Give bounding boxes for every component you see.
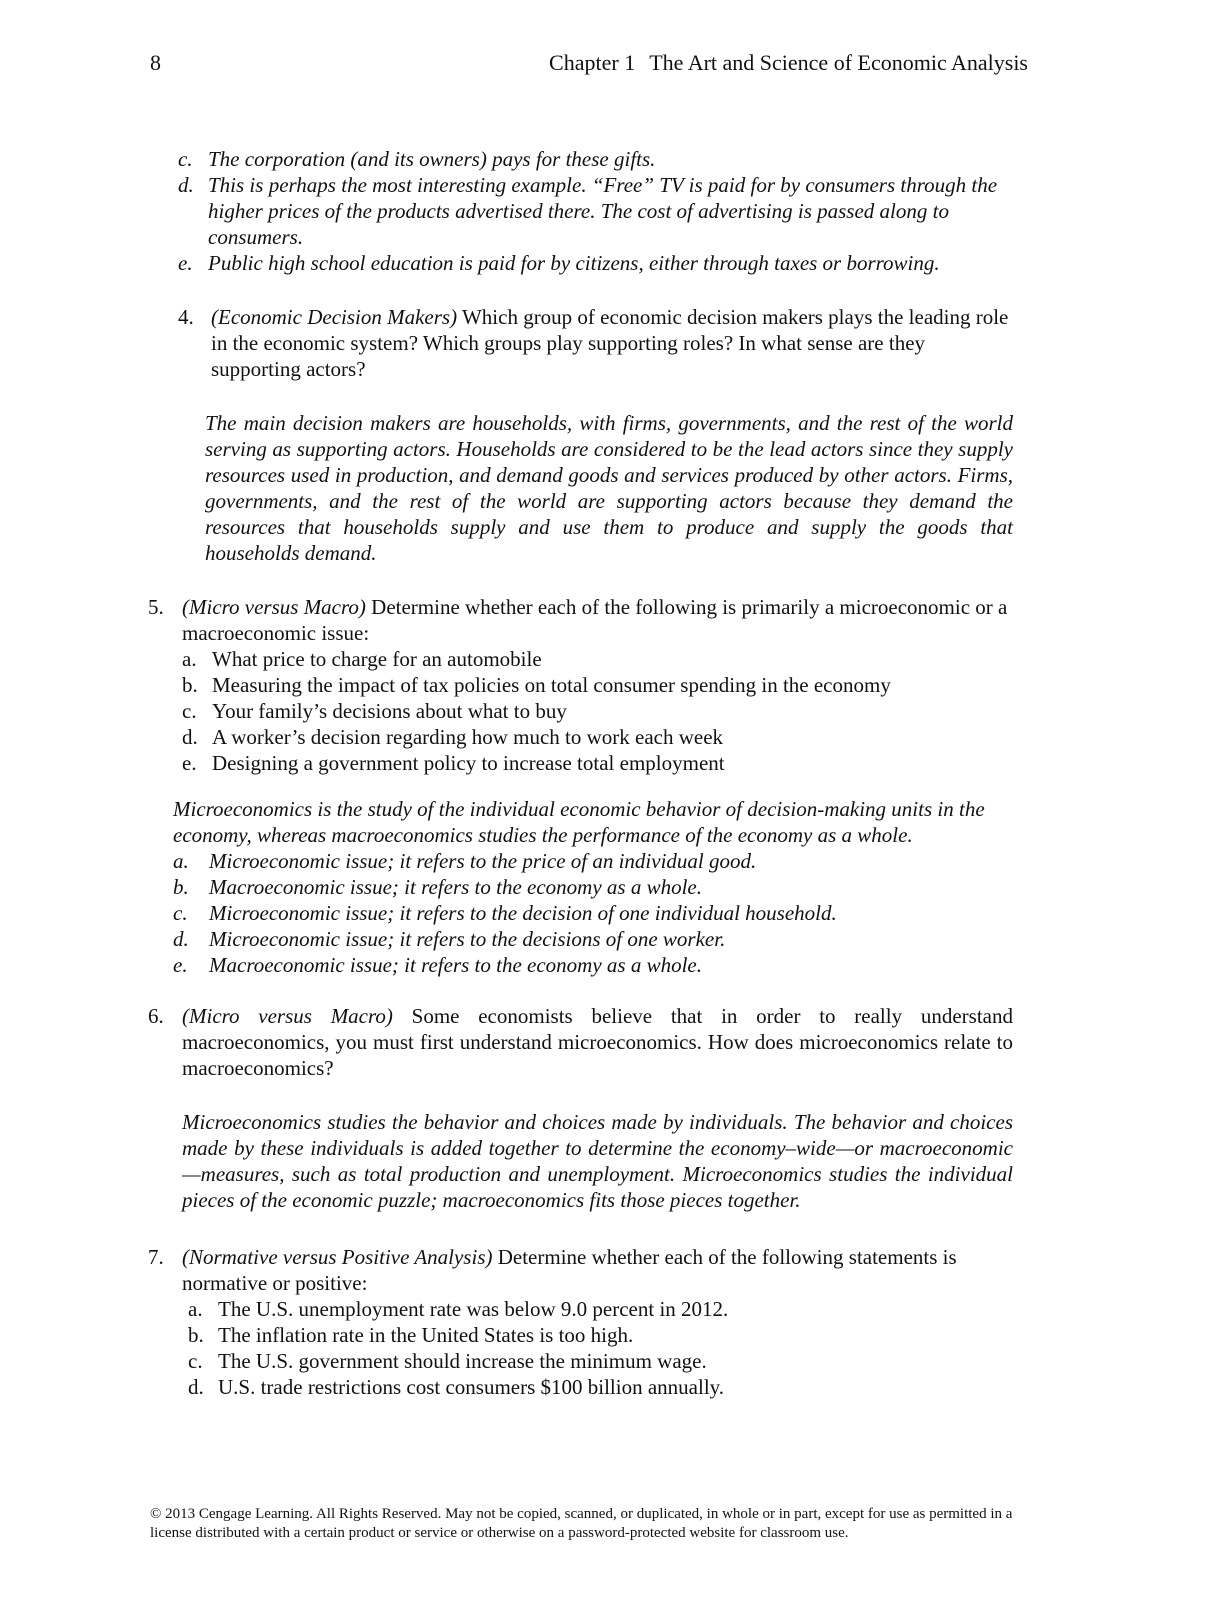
question-text [182,594,1018,646]
chapter-title: The Art and Science of Economic Analysis [649,50,1028,75]
answer-label: d. [173,927,189,951]
answer-5-intro: Microeconomics is the study of the individual economic behavior of decision-making units in the economy, whereas macroeconomics studies the performance of the economy as a whole. [173,797,985,847]
question-number: 7. [148,1245,164,1269]
answer-text: Microeconomic issue; it refers to the decision of one individual household. [209,901,837,925]
item-label: d. [188,1375,204,1399]
list-item [182,698,1018,724]
question-6 [148,1003,1013,1081]
item-label: b. [188,1323,204,1347]
item-text: What price to charge for an automobile [212,647,542,671]
answer-3-continued [178,146,1018,276]
list-item [182,646,1018,672]
item-label: b. [182,673,198,697]
answer-3e [178,250,1018,276]
list-item [188,1296,1018,1322]
question-body: Determine whether each of the following statements is normative or positive: [182,1245,957,1295]
answer-3d [178,172,1018,250]
answer-label: d. [178,173,194,197]
answer-label: e. [178,251,193,275]
answer-text: This is perhaps the most interesting example. “Free” TV is paid for by consumers through the higher prices of the products advertised there. The cost of advertising is passed along to consumers. [208,173,998,249]
item-label: e. [182,751,197,775]
copyright-footer: © 2013 Cengage Learning. All Rights Reserved. May not be copied, scanned, or duplicated, in whole or in part, except for use as permitted in a license distributed with a certain product or service or otherwise on a password-protected website for classroom use. [150,1506,1013,1541]
question-topic: (Micro versus Macro) [182,595,366,619]
item-label: c. [188,1349,203,1373]
answer-text: Macroeconomic issue; it refers to the economy as a whole. [209,953,702,977]
question-7-items [148,1296,1018,1400]
answer-6: Microeconomics studies the behavior and choices made by individuals. The behavior and choices made by these individuals is added together to determine the economy–wide—or macroeconomic—measures, such as total production and unemployment. Microeconomics studies the individual pieces of the economic puzzle; macroeconomics fits those pieces together. [182,1110,1013,1212]
item-text: Your family’s decisions about what to buy [212,699,567,723]
list-item [188,1322,1018,1348]
answer-label: c. [173,901,188,925]
answer-item [173,848,1018,874]
item-text: The U.S. government should increase the minimum wage. [218,1349,707,1373]
item-text: The inflation rate in the United States is too high. [218,1323,634,1347]
list-item [188,1374,1018,1400]
question-body: Some economists believe that in order to really understand macroeconomics, you must first understand microeconomics. How does microeconomics relate to macroeconomics? [182,1004,1013,1080]
question-number: 4. [178,305,194,329]
answer-item [173,952,1018,978]
list-item [188,1348,1018,1374]
item-text: Designing a government policy to increase total employment [212,751,725,775]
answer-text: Macroeconomic issue; it refers to the economy as a whole. [209,875,702,899]
question-5-items [148,646,1018,776]
item-text: U.S. trade restrictions cost consumers $100 billion annually. [218,1375,725,1399]
item-text: The U.S. unemployment rate was below 9.0 percent in 2012. [218,1297,729,1321]
item-text: Measuring the impact of tax policies on total consumer spending in the economy [212,673,891,697]
answer-label: a. [173,849,189,873]
list-item [182,750,1018,776]
answer-label: b. [173,875,189,899]
question-topic: (Micro versus Macro) [182,1004,393,1028]
item-label: a. [182,647,197,671]
answer-text: The corporation (and its owners) pays for these gifts. [208,147,656,171]
answer-item [173,926,1018,952]
item-label: a. [188,1297,203,1321]
answer-3c [178,146,1018,172]
question-text [182,1244,1018,1296]
list-item [182,672,1018,698]
question-number: 6. [148,1004,164,1028]
answer-text: Microeconomic issue; it refers to the decisions of one worker. [209,927,726,951]
running-head [549,50,1028,76]
answer-item [173,900,1018,926]
answer-5 [173,796,1018,978]
answer-label: c. [178,147,193,171]
question-5 [148,594,1018,776]
question-body: Which group of economic decision makers plays the leading role in the economic system? Which groups play supporting roles? In what sense are they supporting actors? [211,305,1009,381]
answer-label: e. [173,953,188,977]
list-item [182,724,1018,750]
answer-text: Public high school education is paid for by citizens, either through taxes or borrowing. [208,251,940,275]
question-body: Determine whether each of the following is primarily a microeconomic or a macroeconomic issue: [182,595,1008,645]
question-number: 5. [148,595,164,619]
page-number: 8 [150,50,161,75]
item-label: c. [182,699,197,723]
question-4 [178,304,1018,382]
question-7 [148,1244,1018,1400]
item-text: A worker’s decision regarding how much to work each week [212,725,724,749]
answer-4: The main decision makers are households, with firms, governments, and the rest of the world serving as supporting actors. Households are considered to be the lead actors since they supply resources used in production, and demand goods and services produced by other actors. Firms, governments, and the rest of the world are supporting actors because they demand the resources that households supply and use them to produce and supply the goods that households demand. [205,411,1013,565]
answer-text: Microeconomic issue; it refers to the price of an individual good. [209,849,757,873]
item-label: d. [182,725,198,749]
question-topic: (Economic Decision Makers) [211,305,458,329]
question-text [211,304,1018,382]
chapter-label: Chapter 1 [549,50,636,75]
answer-item [173,874,1018,900]
question-text [182,1003,1013,1081]
question-topic: (Normative versus Positive Analysis) [182,1245,493,1269]
page-header [150,50,1028,80]
